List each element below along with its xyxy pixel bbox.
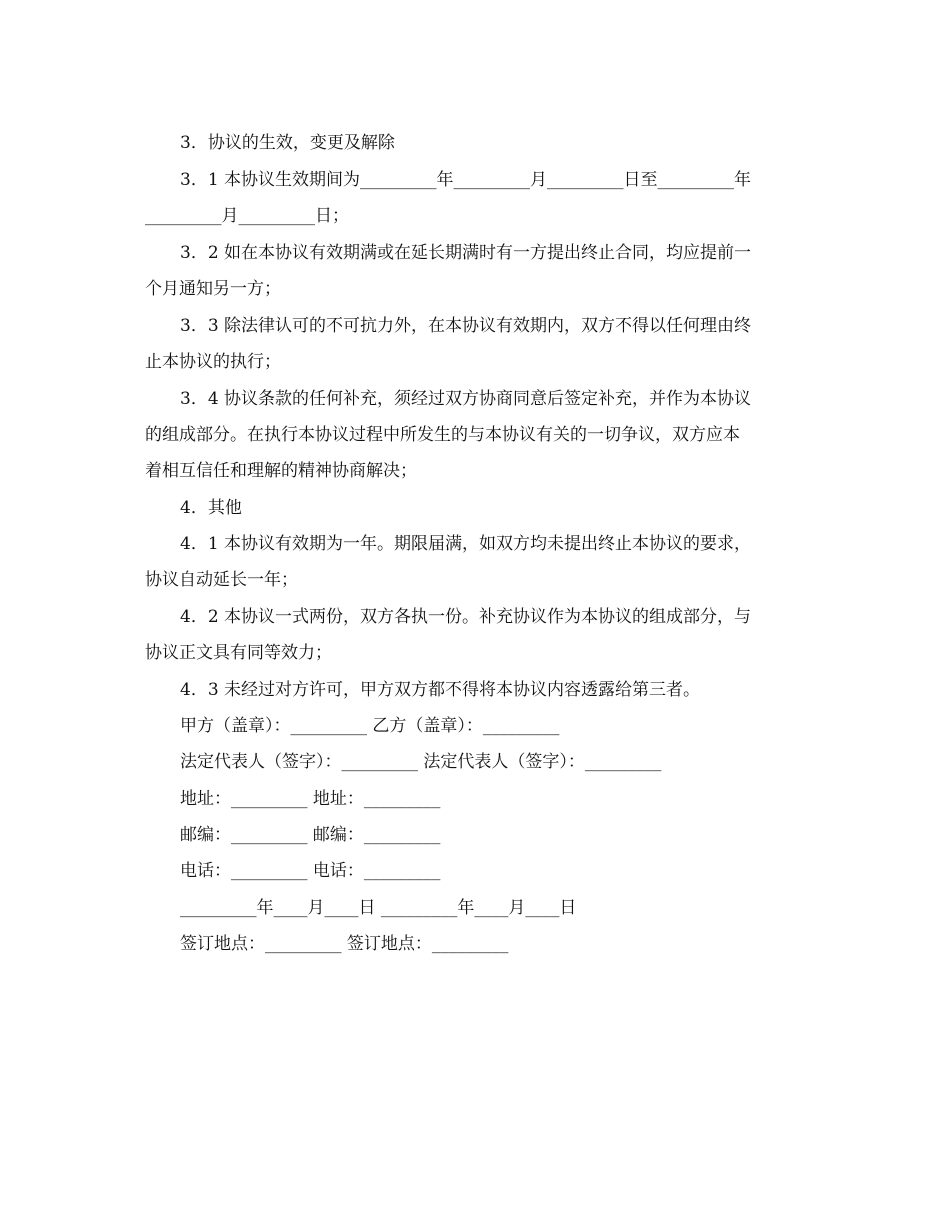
clause-4-2-line-2: 协议正文具有同等效力； <box>145 643 332 663</box>
clause-3-4-line-1: 3．4 协议条款的任何补充，须经过双方协商同意后签定补充，并作为本协议 <box>180 389 752 409</box>
signature-postcode-line: 邮编：_________ 邮编：_________ <box>180 825 441 845</box>
clause-4-2-line-1: 4．2 本协议一式两份，双方各执一份。补充协议作为本协议的组成部分，与 <box>180 607 752 627</box>
signature-party-seal-line: 甲方（盖章）：_________ 乙方（盖章）：_________ <box>180 716 560 736</box>
clause-3-4-line-3: 着相互信任和理解的精神协商解决； <box>145 461 417 481</box>
clause-3-3-line-1: 3．3 除法律认可的不可抗力外，在本协议有效期内，双方不得以任何理由终 <box>180 316 752 336</box>
clause-3-1-line-1: 3．1 本协议生效期间为_________年_________月_________日至_________年 <box>180 170 752 190</box>
clause-3-1-line-2: _________月_________日； <box>145 206 349 226</box>
signature-place-line: 签订地点：_________ 签订地点：_________ <box>180 934 509 954</box>
section-3-heading: 3．协议的生效，变更及解除 <box>180 133 395 153</box>
clause-4-3: 4．3 未经过对方许可，甲方双方都不得将本协议内容透露给第三者。 <box>180 680 701 700</box>
clause-3-2-line-2: 个月通知另一方； <box>145 279 281 299</box>
clause-3-2-line-1: 3．2 如在本协议有效期满或在延长期满时有一方提出终止合同，均应提前一 <box>180 243 752 263</box>
clause-4-1-line-1: 4．1 本协议有效期为一年。期限届满，如双方均未提出终止本协议的要求， <box>180 534 752 554</box>
signature-address-line: 地址：_________ 地址：_________ <box>180 789 441 809</box>
signature-legal-rep-line: 法定代表人（签字）：_________ 法定代表人（签字）：_________ <box>180 752 662 772</box>
signature-phone-line: 电话：_________ 电话：_________ <box>180 861 441 881</box>
clause-3-3-line-2: 止本协议的执行； <box>145 352 281 372</box>
clause-3-4-line-2: 的组成部分。在执行本协议过程中所发生的与本协议有关的一切争议，双方应本 <box>145 425 740 445</box>
clause-4-1-line-2: 协议自动延长一年； <box>145 570 298 590</box>
signature-date-line: _________年____月____日 _________年____月____日 <box>180 898 577 918</box>
section-4-heading: 4．其他 <box>180 498 242 518</box>
